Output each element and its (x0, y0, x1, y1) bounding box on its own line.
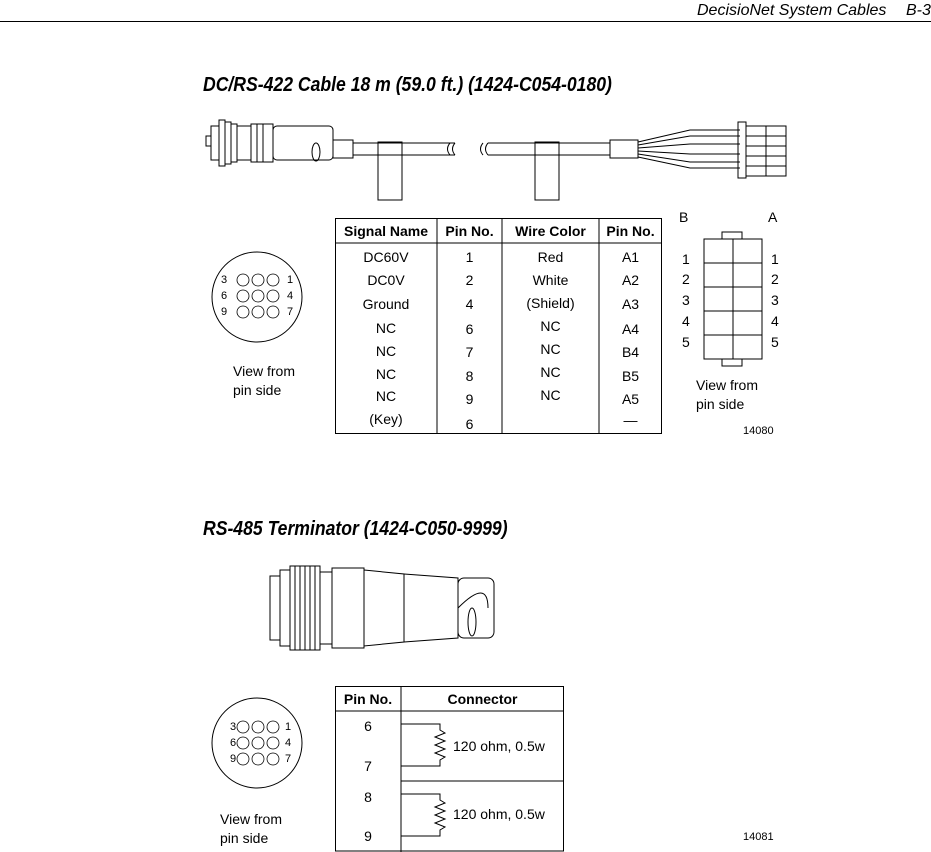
table-cell: DC0V (367, 272, 405, 288)
view-caption: pin side (233, 382, 282, 398)
header-rule (0, 21, 931, 22)
table-cell: 8 (465, 368, 474, 384)
table-cell: B5 (621, 368, 640, 384)
table-cell: White (532, 272, 569, 288)
table-cell: 1 (465, 249, 474, 265)
row-number: 4 (682, 313, 690, 329)
row-number: 1 (682, 251, 690, 267)
row-number: 5 (682, 334, 690, 350)
view-caption: pin side (220, 830, 269, 846)
row-number: 2 (771, 271, 779, 287)
table-cell: NC (540, 364, 561, 380)
pin-label: 7 (287, 306, 294, 318)
table-header: Connector (447, 691, 518, 707)
resistor-label: 120 ohm, 0.5w (453, 806, 545, 822)
pin-label: 1 (285, 721, 292, 733)
table-cell: NC (540, 318, 561, 334)
table-cell: NC (540, 387, 561, 403)
table-header: Pin No. (445, 223, 494, 239)
table-cell: (Key) (369, 411, 403, 427)
resistor-label: 120 ohm, 0.5w (453, 738, 545, 754)
table-cell: NC (540, 341, 561, 357)
table-cell: NC (375, 388, 397, 404)
section1-title: DC/RS-422 Cable 18 m (59.0 ft.) (1424-C054-0180) (203, 74, 612, 96)
pin-label: 9 (221, 306, 228, 318)
table-cell: DC60V (363, 249, 409, 265)
table-cell: A5 (621, 391, 640, 407)
column-a-label: A (768, 209, 778, 225)
table-cell: NC (375, 320, 397, 336)
section2-title: RS-485 Terminator (1424-C050-9999) (203, 518, 508, 540)
row-number: 2 (682, 271, 690, 287)
socket-face-view (700, 230, 770, 370)
row-number: 5 (771, 334, 779, 350)
view-caption: pin side (696, 396, 745, 412)
figure-number: 14080 (743, 425, 774, 437)
table-cell: 9 (465, 391, 474, 407)
pin-number: 9 (364, 828, 372, 844)
terminator-drawing (268, 560, 533, 655)
page-number: B-3 (906, 2, 931, 19)
pin-label: 6 (230, 737, 237, 749)
table-cell: 7 (465, 344, 474, 360)
table-cell: A2 (621, 272, 640, 288)
running-header-title: DecisioNet System Cables (697, 2, 887, 19)
table-cell: (Shield) (526, 295, 575, 311)
table-header: Pin No. (606, 223, 655, 239)
pinout-table (335, 218, 662, 434)
pin-label: 9 (230, 753, 237, 765)
table-cell: 2 (465, 272, 474, 288)
column-b-label: B (679, 209, 689, 225)
view-caption: View from (220, 811, 282, 827)
table-header: Signal Name (343, 223, 429, 239)
row-number: 3 (771, 292, 779, 308)
terminator-table (335, 686, 564, 852)
table-cell: Ground (362, 296, 410, 312)
table-cell: Red (537, 249, 564, 265)
pin-label: 1 (287, 274, 294, 286)
view-caption: View from (233, 363, 295, 379)
table-cell: 6 (465, 321, 474, 337)
pin-label: 6 (221, 290, 228, 302)
table-cell: 6 (465, 416, 474, 432)
pin-number: 6 (364, 718, 372, 734)
figure-number: 14081 (743, 831, 774, 843)
table-header: Wire Color (515, 223, 586, 239)
pin-label: 4 (287, 290, 294, 302)
pin-label: 7 (285, 753, 292, 765)
table-cell: NC (375, 343, 397, 359)
table-cell: B4 (621, 344, 640, 360)
row-number: 3 (682, 292, 690, 308)
table-cell: — (623, 412, 638, 428)
pin-number: 8 (364, 789, 372, 805)
table-header: Pin No. (343, 691, 393, 707)
pin-face-view-2 (210, 696, 320, 791)
table-cell: A4 (621, 321, 640, 337)
view-caption: View from (696, 377, 758, 393)
row-number: 1 (771, 251, 779, 267)
table-cell: 4 (465, 296, 474, 312)
table-cell: A3 (621, 296, 640, 312)
table-cell: A1 (621, 249, 640, 265)
pin-label: 4 (285, 737, 292, 749)
pin-label: 3 (221, 274, 228, 286)
pin-label: 3 (230, 721, 237, 733)
pin-number: 7 (364, 758, 372, 774)
row-number: 4 (771, 313, 779, 329)
cable-drawing (200, 112, 800, 212)
table-cell: NC (375, 366, 397, 382)
